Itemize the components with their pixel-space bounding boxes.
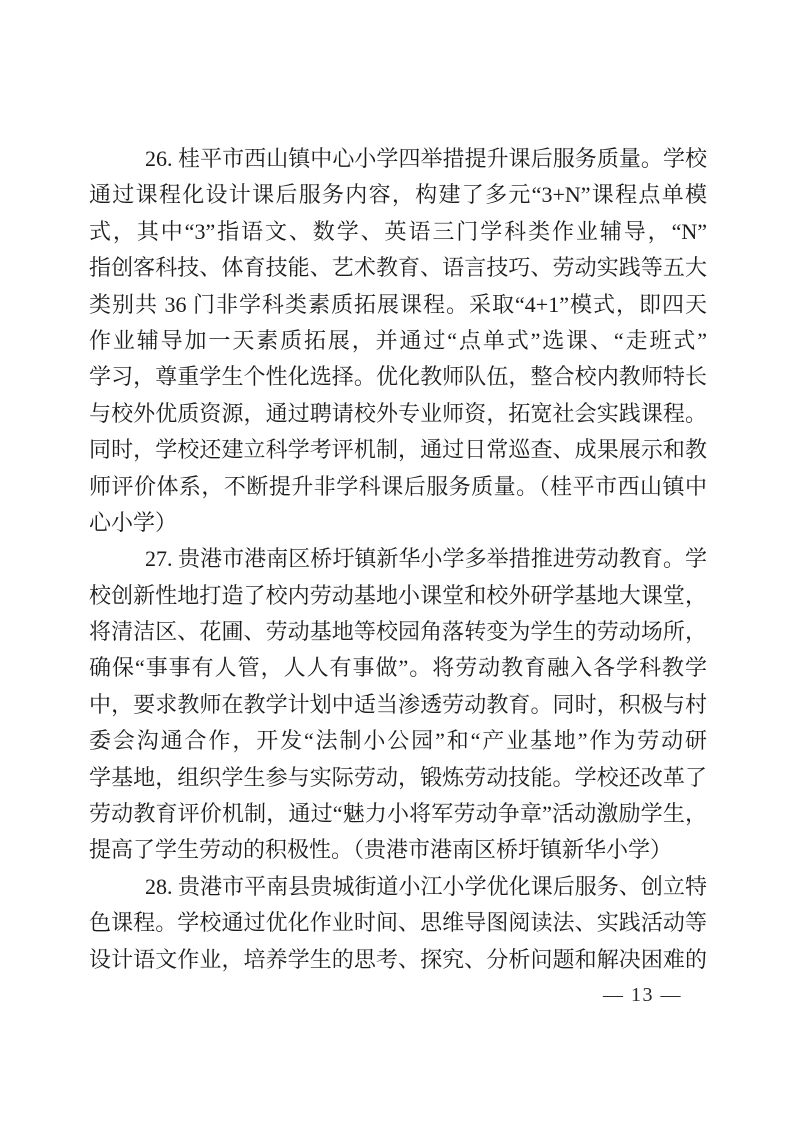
- paragraph-line: 与校外优质资源，通过聘请校外专业师资，拓宽社会实践课程。: [89, 400, 707, 426]
- paragraph-line: 设计语文作业，培养学生的思考、探究、分析问题和解决困难的: [89, 946, 707, 972]
- paragraph-27: [89, 541, 707, 869]
- document-body: [89, 141, 707, 978]
- paragraph-line: 心小学）: [89, 509, 178, 535]
- paragraph-line: 提高了学生劳动的积极性。（贵港市港南区桥圩镇新华小学）: [89, 837, 673, 863]
- paragraph-line: 委会沟通合作，开发“法制小公园”和“产业基地”作为劳动研: [89, 728, 707, 754]
- paragraph-line: 通过课程化设计课后服务内容，构建了多元“3+N”课程点单模: [89, 182, 707, 208]
- paragraph-line: 指创客科技、体育技能、艺术教育、语言技巧、劳动实践等五大: [89, 255, 707, 281]
- paragraph-line: 28. 贵港市平南县贵城街道小江小学优化课后服务、创立特: [145, 873, 707, 899]
- paragraph-line: 中，要求教师在教学计划中适当渗透劳动教育。同时，积极与村: [89, 691, 707, 717]
- paragraph-line: 校创新性地打造了校内劳动基地小课堂和校外研学基地大课堂，: [89, 582, 707, 608]
- paragraph-line: 色课程。学校通过优化作业时间、思维导图阅读法、实践活动等: [89, 910, 707, 936]
- paragraph-line: 将清洁区、花圃、劳动基地等校园角落转变为学生的劳动场所，: [89, 619, 707, 645]
- paragraph-26: [89, 141, 707, 541]
- paragraph-line: 同时，学校还建立科学考评机制，通过日常巡查、成果展示和教: [89, 437, 707, 463]
- paragraph-line: 27. 贵港市港南区桥圩镇新华小学多举措推进劳动教育。学: [145, 546, 707, 572]
- paragraph-line: 确保“事事有人管，人人有事做”。将劳动教育融入各学科教学: [89, 655, 707, 681]
- paragraph-line: 作业辅导加一天素质拓展，并通过“点单式”选课、“走班式”: [89, 327, 707, 353]
- page-number: — 13 —: [603, 984, 682, 1006]
- paragraph-line: 式，其中“3”指语文、数学、英语三门学科类作业辅导，“N”: [89, 218, 707, 244]
- paragraph-line: 学习，尊重学生个性化选择。优化教师队伍，整合校内教师特长: [89, 364, 707, 390]
- paragraph-line: 26. 桂平市西山镇中心小学四举措提升课后服务质量。学校: [145, 146, 707, 171]
- paragraph-line: 类别共 36 门非学科类素质拓展课程。采取“4+1”模式，即四天: [89, 291, 707, 317]
- paragraph-line: 师评价体系，不断提升非学科课后服务质量。（桂平市西山镇中: [89, 473, 707, 499]
- paragraph-28: [89, 869, 707, 978]
- paragraph-line: 劳动教育评价机制，通过“魅力小将军劳动争章”活动激励学生，: [89, 801, 707, 827]
- paragraph-line: 学基地，组织学生参与实际劳动，锻炼劳动技能。学校还改革了: [89, 764, 707, 790]
